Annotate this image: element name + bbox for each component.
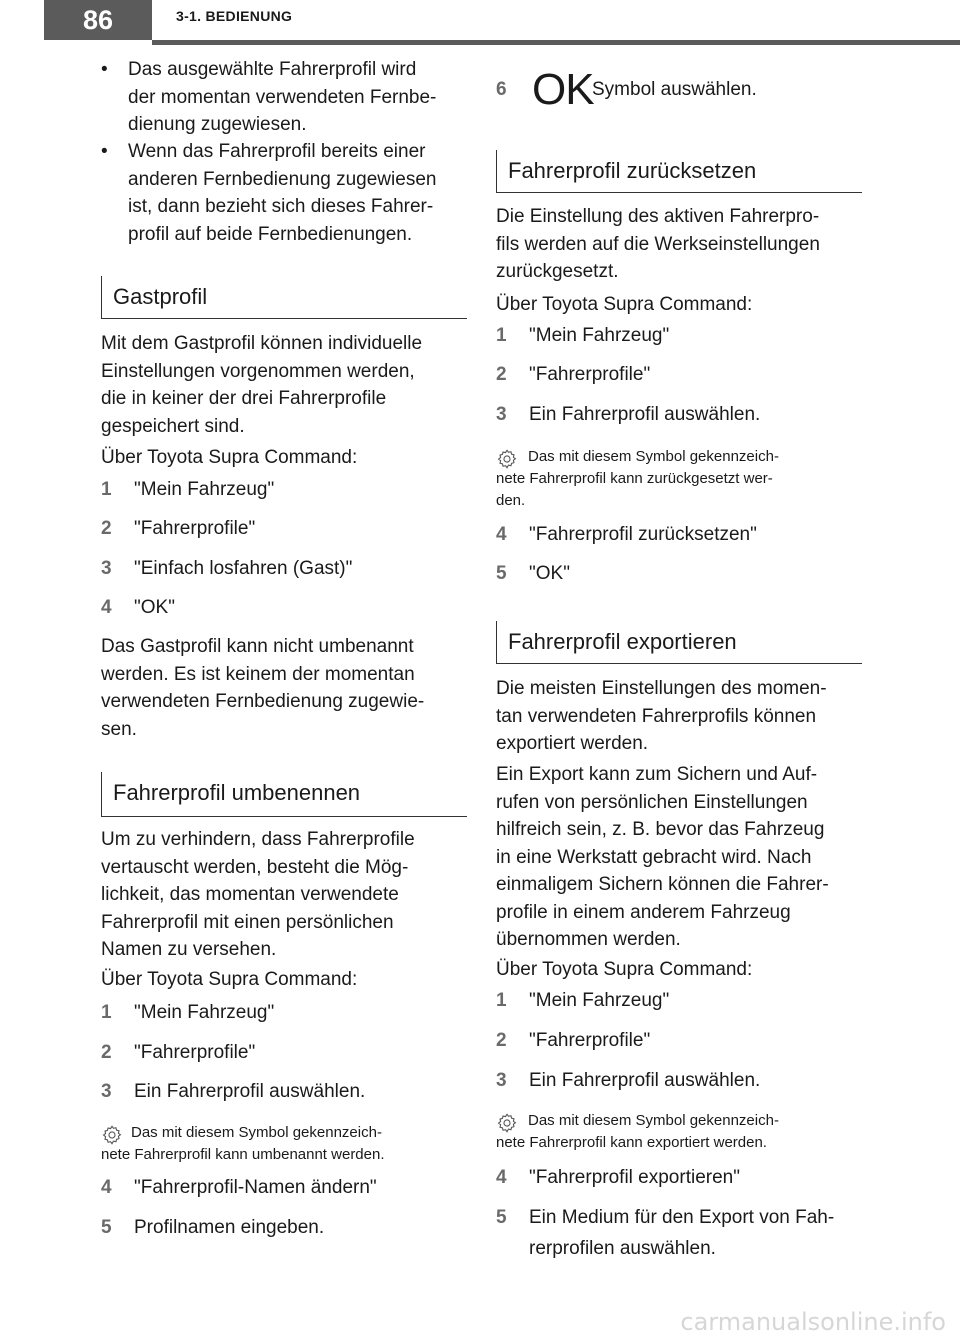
via-text: Über Toyota Supra Command: — [101, 447, 358, 468]
bullet-symbol: • — [101, 141, 108, 162]
para-line: Namen zu versehen. — [101, 939, 277, 960]
section-heading-export — [496, 621, 862, 664]
para-line: verwendeten Fernbedienung zugewie- — [101, 691, 425, 712]
step-text: "Fahrerprofile" — [529, 1030, 651, 1051]
note-line: Das mit diesem Symbol gekennzeich- — [131, 1124, 382, 1141]
guest-outro — [101, 633, 424, 743]
bullet-line: profil auf beide Fernbedienungen. — [128, 223, 413, 245]
gear-icon — [496, 448, 518, 470]
section-heading-reset — [496, 150, 862, 193]
para-line: in eine Werkstatt gebracht wird. Nach — [496, 846, 812, 868]
step-text: "Fahrerprofil-Namen ändern" — [134, 1177, 377, 1198]
para-line: lichkeit, das momentan verwendete — [101, 884, 399, 905]
step-number: 6 — [496, 79, 507, 100]
step-text: "OK" — [134, 597, 175, 618]
step-number: 2 — [496, 1030, 507, 1051]
step-text: "Fahrerprofile" — [134, 1042, 256, 1063]
para-line: zurückgesetzt. — [496, 261, 619, 282]
para-line: Um zu verhindern, dass Fahrerprofile — [101, 829, 415, 850]
section-heading-guest — [101, 276, 467, 319]
step-number: 2 — [101, 1042, 112, 1063]
header-rule — [152, 40, 960, 45]
para-line: Fahrerprofil mit einen persönlichen — [101, 911, 394, 933]
para-line: gespeichert sind. — [101, 415, 245, 437]
step-text: "Mein Fahrzeug" — [134, 479, 275, 500]
guest-intro — [101, 330, 422, 440]
para-line: rufen von persönlichen Einstellungen — [496, 791, 808, 813]
step-number: 1 — [101, 479, 112, 500]
para-line: profile in einem anderem Fahrzeug — [496, 901, 791, 923]
rename-intro — [101, 826, 415, 964]
step-number: 4 — [101, 1177, 112, 1198]
para-line: fils werden auf die Werkseinstellungen — [496, 233, 820, 255]
note-line: nete Fahrerprofil kann umbenannt werden. — [101, 1146, 385, 1163]
bullet-line: der momentan verwendeten Fernbe- — [128, 86, 437, 108]
step-number: 5 — [101, 1217, 112, 1238]
para-line: Das Gastprofil kann nicht umbenannt — [101, 636, 414, 657]
heading-text: Fahrerprofil umbenennen — [113, 780, 361, 805]
para-line: einmaligem Sichern können die Fahrer- — [496, 874, 829, 895]
bullet-symbol: • — [101, 59, 108, 80]
step-text: "Fahrerprofile" — [134, 518, 256, 539]
step-text: "Mein Fahrzeug" — [529, 990, 670, 1011]
step-text: Ein Medium für den Export von Fah- — [529, 1207, 835, 1228]
step-number: 3 — [496, 404, 507, 425]
step-number: 5 — [496, 563, 507, 584]
ok-symbol-icon: OK — [532, 65, 594, 114]
step-text: Ein Fahrerprofil auswählen. — [529, 404, 761, 425]
step-number: 3 — [101, 558, 112, 579]
via-text: Über Toyota Supra Command: — [496, 294, 753, 315]
step-number: 4 — [101, 597, 112, 618]
para-line: die in keiner der drei Fahrerprofile — [101, 388, 387, 409]
heading-text: Fahrerprofil exportieren — [508, 629, 737, 654]
step-number: 2 — [101, 518, 112, 539]
note-block — [101, 1122, 471, 1166]
step-text: "Fahrerprofil exportieren" — [529, 1167, 740, 1188]
export-intro — [496, 675, 827, 758]
export-intro2 — [496, 761, 829, 954]
step-number: 1 — [496, 990, 507, 1011]
gear-icon — [496, 1112, 518, 1134]
note-line: Das mit diesem Symbol gekennzeich- — [528, 1112, 779, 1129]
step-text: "Einfach losfahren (Gast)" — [134, 558, 353, 579]
step-text: "Fahrerprofil zurücksetzen" — [529, 524, 757, 545]
para-line: hilfreich sein, z. B. bevor das Fahrzeug — [496, 819, 825, 840]
section-title: 3-1. BEDIENUNG — [176, 8, 293, 24]
note-line: Das mit diesem Symbol gekennzeich- — [528, 448, 779, 465]
watermark: carmanualsonline.info — [680, 1308, 946, 1336]
para-line: Mit dem Gastprofil können individuelle — [101, 333, 423, 354]
para-line: Ein Export kann zum Sichern und Auf- — [496, 764, 818, 785]
step-number: 2 — [496, 364, 507, 385]
note-block — [496, 1110, 866, 1154]
gear-icon — [101, 1124, 123, 1146]
para-line: Die meisten Einstellungen des momen- — [496, 678, 827, 699]
bullet-line: ist, dann bezieht sich dieses Fahrer- — [128, 196, 434, 217]
step-text: "Mein Fahrzeug" — [134, 1002, 275, 1023]
step-text: "OK" — [529, 563, 570, 584]
step-number: 3 — [496, 1070, 507, 1091]
step-number: 4 — [496, 524, 507, 545]
step-number: 3 — [101, 1081, 112, 1102]
para-line: werden. Es ist keinem der momentan — [101, 663, 415, 685]
via-text: Über Toyota Supra Command: — [496, 959, 753, 980]
page-number: 86 — [44, 0, 152, 40]
bullet-line: Wenn das Fahrerprofil bereits einer — [128, 141, 426, 162]
para-line: Die Einstellung des aktiven Fahrerpro- — [496, 206, 820, 227]
bullet-line: dienung zugewiesen. — [128, 114, 307, 135]
step-text: "Fahrerprofile" — [529, 364, 651, 385]
step-text: Ein Fahrerprofil auswählen. — [529, 1070, 761, 1091]
page-header — [0, 0, 960, 46]
step-text: Ein Fahrerprofil auswählen. — [134, 1081, 366, 1102]
step-text: "Mein Fahrzeug" — [529, 325, 670, 346]
heading-text: Fahrerprofil zurücksetzen — [508, 158, 757, 183]
step-text-continued: rerprofilen auswählen. — [529, 1238, 716, 1259]
para-line: exportiert werden. — [496, 733, 649, 754]
para-line: tan verwendeten Fahrerprofils können — [496, 705, 817, 727]
via-text: Über Toyota Supra Command: — [101, 969, 358, 990]
note-block — [496, 446, 866, 512]
bullet-line: anderen Fernbedienung zugewiesen — [128, 168, 437, 190]
step-number: 5 — [496, 1207, 507, 1228]
para-line: vertauscht werden, besteht die Mög- — [101, 856, 409, 878]
para-line: sen. — [101, 718, 137, 740]
section-heading-rename — [101, 772, 467, 817]
para-line: Einstellungen vorgenommen werden, — [101, 360, 415, 382]
step-text: Symbol auswählen. — [592, 79, 757, 100]
note-line: nete Fahrerprofil kann exportiert werden. — [496, 1134, 767, 1151]
reset-intro — [496, 203, 820, 286]
bullet-line: Das ausgewählte Fahrerprofil wird — [128, 59, 417, 80]
step-text: Profilnamen eingeben. — [134, 1217, 325, 1238]
step-number: 1 — [101, 1002, 112, 1023]
step-number: 1 — [496, 325, 507, 346]
note-line: den. — [496, 492, 526, 509]
heading-text: Gastprofil — [113, 284, 208, 309]
para-line: übernommen werden. — [496, 929, 681, 950]
step-number: 4 — [496, 1167, 507, 1188]
note-line: nete Fahrerprofil kann zurückgesetzt wer- — [496, 470, 773, 487]
